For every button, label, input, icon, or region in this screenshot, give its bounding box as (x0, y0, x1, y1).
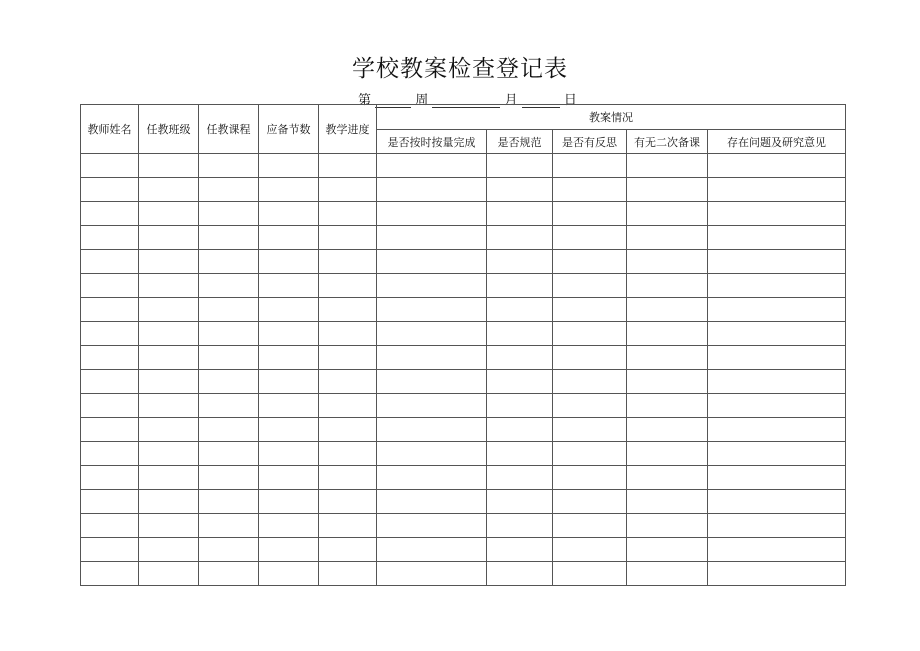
table-cell[interactable] (319, 178, 377, 202)
table-cell[interactable] (553, 490, 627, 514)
table-cell[interactable] (553, 202, 627, 226)
table-cell[interactable] (81, 250, 139, 274)
table-cell[interactable] (139, 226, 199, 250)
table-row (81, 394, 846, 418)
table-cell[interactable] (487, 370, 553, 394)
table-cell[interactable] (81, 562, 139, 586)
table-cell[interactable] (259, 538, 319, 562)
header-progress: 教学进度 (319, 105, 377, 154)
table-cell[interactable] (553, 298, 627, 322)
table-cell[interactable] (377, 298, 487, 322)
table-cell[interactable] (319, 418, 377, 442)
table-cell[interactable] (553, 346, 627, 370)
table-cell[interactable] (553, 370, 627, 394)
table-cell[interactable] (377, 466, 487, 490)
table-cell[interactable] (259, 562, 319, 586)
table-cell[interactable] (487, 250, 553, 274)
table-cell[interactable] (487, 442, 553, 466)
table-cell[interactable] (627, 226, 708, 250)
table-cell[interactable] (708, 298, 846, 322)
table-cell[interactable] (81, 154, 139, 178)
header-reflection: 是否有反思 (553, 130, 627, 154)
table-cell[interactable] (259, 322, 319, 346)
table-cell[interactable] (259, 394, 319, 418)
header-teacher-name: 教师姓名 (81, 105, 139, 154)
table-cell[interactable] (139, 394, 199, 418)
table-cell[interactable] (377, 322, 487, 346)
table-cell[interactable] (139, 154, 199, 178)
table-cell[interactable] (553, 394, 627, 418)
table-cell[interactable] (487, 322, 553, 346)
table-row (81, 346, 846, 370)
table-cell[interactable] (553, 250, 627, 274)
table-cell[interactable] (319, 370, 377, 394)
table-cell[interactable] (139, 178, 199, 202)
table-cell[interactable] (259, 466, 319, 490)
table-cell[interactable] (487, 298, 553, 322)
table-cell[interactable] (377, 178, 487, 202)
table-cell[interactable] (708, 442, 846, 466)
header-course: 任教课程 (199, 105, 259, 154)
table-cell[interactable] (627, 274, 708, 298)
table-cell[interactable] (259, 418, 319, 442)
table-cell[interactable] (81, 298, 139, 322)
table-cell[interactable] (708, 178, 846, 202)
table-cell[interactable] (627, 538, 708, 562)
table-cell[interactable] (377, 250, 487, 274)
table-cell[interactable] (259, 514, 319, 538)
table-cell[interactable] (319, 346, 377, 370)
table-cell[interactable] (259, 178, 319, 202)
table-cell[interactable] (377, 442, 487, 466)
table-cell[interactable] (377, 154, 487, 178)
table-cell[interactable] (139, 562, 199, 586)
table-cell[interactable] (259, 202, 319, 226)
table-row (81, 298, 846, 322)
table-cell[interactable] (259, 154, 319, 178)
table-cell[interactable] (627, 346, 708, 370)
table-row (81, 274, 846, 298)
table-cell[interactable] (319, 322, 377, 346)
table-cell[interactable] (139, 322, 199, 346)
table-cell[interactable] (377, 538, 487, 562)
table-cell[interactable] (259, 274, 319, 298)
table-cell[interactable] (627, 466, 708, 490)
table-cell[interactable] (139, 370, 199, 394)
table-cell[interactable] (708, 154, 846, 178)
table-cell[interactable] (487, 538, 553, 562)
table-cell[interactable] (487, 178, 553, 202)
table-cell[interactable] (708, 250, 846, 274)
table-cell[interactable] (199, 562, 259, 586)
table-cell[interactable] (708, 562, 846, 586)
table-cell[interactable] (199, 394, 259, 418)
table-cell[interactable] (319, 466, 377, 490)
table-cell[interactable] (487, 154, 553, 178)
header-class: 任教班级 (139, 105, 199, 154)
table-cell[interactable] (319, 250, 377, 274)
table-cell[interactable] (199, 178, 259, 202)
table-cell[interactable] (377, 226, 487, 250)
table-cell[interactable] (627, 514, 708, 538)
table-row (81, 538, 846, 562)
table-cell[interactable] (199, 322, 259, 346)
table-cell[interactable] (81, 202, 139, 226)
table-cell[interactable] (627, 178, 708, 202)
table-cell[interactable] (627, 370, 708, 394)
table-cell[interactable] (553, 418, 627, 442)
table-cell[interactable] (199, 538, 259, 562)
table-cell[interactable] (199, 298, 259, 322)
table-cell[interactable] (199, 154, 259, 178)
table-cell[interactable] (139, 250, 199, 274)
table-cell[interactable] (199, 274, 259, 298)
table-cell[interactable] (377, 202, 487, 226)
header-lesson-plan-group: 教案情况 (377, 105, 846, 130)
table-cell[interactable] (377, 490, 487, 514)
table-cell[interactable] (139, 466, 199, 490)
table-cell[interactable] (377, 274, 487, 298)
table-cell[interactable] (199, 250, 259, 274)
month-label: 月 (504, 93, 518, 108)
table-cell[interactable] (81, 322, 139, 346)
table-row (81, 442, 846, 466)
week-label: 周 (415, 93, 429, 108)
header-second-prep: 有无二次备课 (627, 130, 708, 154)
table-cell[interactable] (553, 226, 627, 250)
table-cell[interactable] (627, 250, 708, 274)
table-cell[interactable] (199, 442, 259, 466)
table-cell[interactable] (139, 538, 199, 562)
table-cell[interactable] (199, 418, 259, 442)
table-cell[interactable] (319, 538, 377, 562)
table-cell[interactable] (319, 202, 377, 226)
table-cell[interactable] (487, 514, 553, 538)
table-cell[interactable] (81, 274, 139, 298)
table-cell[interactable] (708, 346, 846, 370)
table-cell[interactable] (259, 346, 319, 370)
table-row (81, 226, 846, 250)
table-cell[interactable] (81, 490, 139, 514)
table-cell[interactable] (81, 538, 139, 562)
table-cell[interactable] (377, 418, 487, 442)
header-issues: 存在问题及研究意见 (708, 130, 846, 154)
table-cell[interactable] (139, 442, 199, 466)
header-standard: 是否规范 (487, 130, 553, 154)
table-cell[interactable] (319, 442, 377, 466)
table-cell[interactable] (81, 346, 139, 370)
table-cell[interactable] (81, 370, 139, 394)
table-cell[interactable] (139, 418, 199, 442)
table-cell[interactable] (377, 562, 487, 586)
table-row (81, 370, 846, 394)
table-cell[interactable] (487, 562, 553, 586)
table-cell[interactable] (708, 226, 846, 250)
table-cell[interactable] (139, 346, 199, 370)
table-cell[interactable] (199, 514, 259, 538)
table-row (81, 178, 846, 202)
table-row (81, 154, 846, 178)
table-cell[interactable] (139, 274, 199, 298)
table-cell[interactable] (487, 274, 553, 298)
table-row (81, 466, 846, 490)
inspection-table (80, 104, 846, 586)
table-row (81, 250, 846, 274)
table-cell[interactable] (553, 466, 627, 490)
table-cell[interactable] (487, 466, 553, 490)
table-cell[interactable] (139, 514, 199, 538)
table-cell[interactable] (199, 226, 259, 250)
table-cell[interactable] (627, 418, 708, 442)
table-cell[interactable] (199, 490, 259, 514)
table-cell[interactable] (139, 298, 199, 322)
table-cell[interactable] (708, 538, 846, 562)
header-lesson-count: 应备节数 (259, 105, 319, 154)
table-cell[interactable] (199, 466, 259, 490)
table-cell[interactable] (319, 514, 377, 538)
table-row (81, 562, 846, 586)
table-cell[interactable] (81, 442, 139, 466)
table-cell[interactable] (487, 490, 553, 514)
table-cell[interactable] (708, 202, 846, 226)
table-cell[interactable] (81, 394, 139, 418)
table-row (81, 322, 846, 346)
table-cell[interactable] (319, 394, 377, 418)
table-cell[interactable] (708, 490, 846, 514)
table-cell[interactable] (708, 514, 846, 538)
table-cell[interactable] (259, 370, 319, 394)
table-cell[interactable] (319, 490, 377, 514)
table-cell[interactable] (259, 490, 319, 514)
week-prefix: 第 (358, 93, 372, 108)
table-cell[interactable] (708, 274, 846, 298)
table-row (81, 490, 846, 514)
table-cell[interactable] (708, 370, 846, 394)
table-cell[interactable] (139, 202, 199, 226)
table-cell[interactable] (259, 226, 319, 250)
table-cell[interactable] (553, 442, 627, 466)
table-cell[interactable] (627, 298, 708, 322)
table-cell[interactable] (487, 418, 553, 442)
table-cell[interactable] (708, 322, 846, 346)
table-cell[interactable] (553, 514, 627, 538)
table-cell[interactable] (553, 154, 627, 178)
table-cell[interactable] (319, 298, 377, 322)
table-body (81, 154, 846, 586)
table-cell[interactable] (259, 250, 319, 274)
table-cell[interactable] (81, 466, 139, 490)
table-cell[interactable] (487, 226, 553, 250)
form-title: 学校教案检查登记表 (352, 56, 568, 82)
table-cell[interactable] (553, 178, 627, 202)
table-cell[interactable] (81, 514, 139, 538)
table-cell[interactable] (627, 490, 708, 514)
table-row (81, 514, 846, 538)
table-cell[interactable] (627, 394, 708, 418)
table-cell[interactable] (708, 394, 846, 418)
table-cell[interactable] (627, 202, 708, 226)
table-cell[interactable] (708, 466, 846, 490)
day-label: 日 (563, 93, 577, 108)
table-cell[interactable] (199, 370, 259, 394)
table-cell[interactable] (319, 562, 377, 586)
header-on-time: 是否按时按量完成 (377, 130, 487, 154)
table-cell[interactable] (553, 562, 627, 586)
table-cell[interactable] (627, 322, 708, 346)
table-cell[interactable] (81, 418, 139, 442)
table-cell[interactable] (259, 442, 319, 466)
table-cell[interactable] (319, 226, 377, 250)
table-cell[interactable] (708, 418, 846, 442)
table-cell[interactable] (627, 154, 708, 178)
table-cell[interactable] (487, 394, 553, 418)
table-cell[interactable] (81, 226, 139, 250)
table-cell[interactable] (487, 202, 553, 226)
table-cell[interactable] (553, 274, 627, 298)
table-cell[interactable] (199, 202, 259, 226)
table-cell[interactable] (377, 514, 487, 538)
table-cell[interactable] (553, 322, 627, 346)
table-cell[interactable] (259, 298, 319, 322)
table-cell[interactable] (199, 346, 259, 370)
table-cell[interactable] (553, 538, 627, 562)
table-cell[interactable] (81, 178, 139, 202)
table-row (81, 418, 846, 442)
table-cell[interactable] (627, 562, 708, 586)
table-row (81, 202, 846, 226)
table-cell[interactable] (319, 274, 377, 298)
table-cell[interactable] (319, 154, 377, 178)
table-cell[interactable] (487, 346, 553, 370)
table-cell[interactable] (139, 490, 199, 514)
table-cell[interactable] (627, 442, 708, 466)
table-cell[interactable] (377, 370, 487, 394)
table-cell[interactable] (377, 394, 487, 418)
table-cell[interactable] (377, 346, 487, 370)
